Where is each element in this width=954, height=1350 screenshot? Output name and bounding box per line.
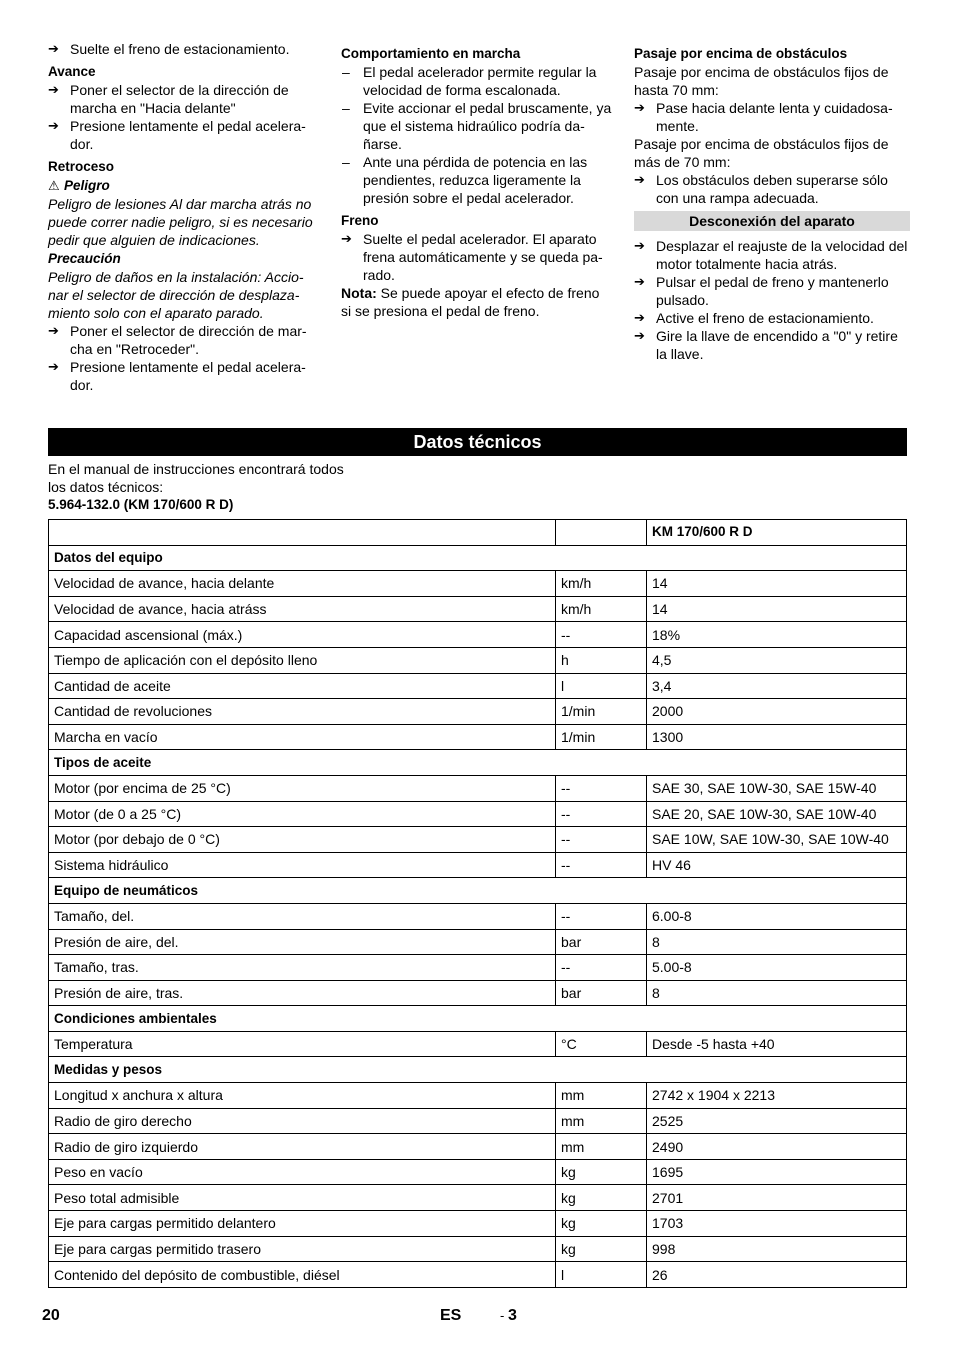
step-item [48,40,320,58]
step-item [48,358,320,394]
section-heading: Avance [48,64,96,79]
step-text: Gire la llave de encendido a "0" y retire la llave. [656,328,898,362]
step-item [634,171,910,207]
label-cell: Radio de giro izquierdo [49,1134,556,1160]
table-row [49,1236,907,1262]
table-row [49,1262,907,1288]
step-item [341,230,613,284]
table-row [49,1083,907,1109]
step-item [634,237,910,273]
arrow-right-icon: ➔ [634,274,645,289]
arrow-right-icon: ➔ [48,118,59,133]
label-cell: Radio de giro derecho [49,1108,556,1134]
section-heading: Freno [341,213,379,228]
table-section-row [49,1057,907,1083]
warning-label: Peligro [64,178,110,193]
value-cell: 4,5 [647,647,907,673]
step-item [48,322,320,358]
table-section-row [49,750,907,776]
table-row [49,724,907,750]
dash-item [341,153,613,207]
value-cell: 14 [647,571,907,597]
section-title-bar: Datos técnicos [48,428,907,456]
label-cell: Marcha en vacío [49,724,556,750]
label-cell: Velocidad de avance, hacia delante [49,571,556,597]
step-text: Suelte el freno de estacionamiento. [70,41,290,57]
section-heading: Comportamiento en marcha [341,46,521,61]
unit-cell: -- [556,622,647,648]
step-text: Pase hacia delante lenta y cuidadosa-mente. [656,100,893,134]
language-code: ES [440,1307,462,1324]
unit-cell: l [556,1262,647,1288]
label-cell: Velocidad de avance, hacia atráss [49,596,556,622]
note-paragraph [341,284,613,320]
table-section-row [49,1006,907,1032]
label-cell: Contenido del depósito de combustible, diésel [49,1262,556,1288]
arrow-right-icon: ➔ [634,100,645,115]
step-text: Presione lentamente el pedal acelera-dor. [70,118,306,152]
arrow-right-icon: ➔ [634,328,645,343]
dash-bullet: – [342,64,350,80]
label-cell: Temperatura [49,1031,556,1057]
table-row [49,827,907,853]
label-cell: Motor (por debajo de 0 °C) [49,827,556,853]
header-cell [49,520,556,546]
table-row [49,801,907,827]
warning-triangle-icon: ⚠ [48,178,60,193]
step-text: Los obstáculos deben superarse sólo con una rampa adecuada. [656,172,888,206]
unit-cell: -- [556,801,647,827]
value-cell: HV 46 [647,852,907,878]
table-row [49,1134,907,1160]
step-item [634,309,910,327]
intro-text: En el manual de instrucciones encontrará todos los datos técnicos: [48,461,344,495]
table-header-row [49,520,907,546]
unit-cell: l [556,673,647,699]
label-cell: Motor (de 0 a 25 °C) [49,801,556,827]
step-text: Poner el selector de dirección de mar-cha en "Retroceder". [70,323,307,357]
value-cell: 6.00-8 [647,903,907,929]
section-cell: Equipo de neumáticos [49,878,907,904]
unit-cell: mm [556,1134,647,1160]
value-cell: 1300 [647,724,907,750]
unit-cell: -- [556,775,647,801]
unit-cell: -- [556,955,647,981]
unit-cell: kg [556,1185,647,1211]
section-page [500,1307,517,1325]
unit-cell: h [556,647,647,673]
step-item [634,273,910,309]
value-cell: 998 [647,1236,907,1262]
unit-cell: kg [556,1211,647,1237]
note-label: Nota: [341,285,377,301]
value-cell: 2525 [647,1108,907,1134]
unit-cell: °C [556,1031,647,1057]
unit-cell: -- [556,903,647,929]
section-cell: Datos del equipo [49,545,907,571]
dash-item [341,63,613,99]
label-cell: Eje para cargas permitido trasero [49,1236,556,1262]
label-cell: Tiempo de aplicación con el depósito lleno [49,647,556,673]
label-cell: Eje para cargas permitido delantero [49,1211,556,1237]
value-cell: SAE 20, SAE 10W-30, SAE 10W-40 [647,801,907,827]
table-row [49,673,907,699]
caution-heading: Precaución [48,251,121,266]
dash-item [341,99,613,153]
label-cell: Sistema hidráulico [49,852,556,878]
unit-cell: mm [556,1083,647,1109]
table-section-row [49,545,907,571]
arrow-right-icon: ➔ [48,82,59,97]
step-item [634,99,910,135]
column-left [48,40,320,394]
value-cell: 2490 [647,1134,907,1160]
note-text: Se puede apoyar el efecto de freno si se presiona el pedal de freno. [341,285,600,319]
section-page-dash: - [500,1308,508,1323]
unit-cell: 1/min [556,724,647,750]
step-text: Pulsar el pedal de freno y mantenerlo pulsado. [656,274,889,308]
unit-cell: kg [556,1236,647,1262]
value-cell: 2701 [647,1185,907,1211]
caution-text: Peligro de daños en la instalación: Accio-nar el selector de dirección de desplaza-miento solo con el aparato parado. [48,269,304,321]
table-row [49,903,907,929]
arrow-right-icon: ➔ [48,41,59,56]
label-cell: Cantidad de aceite [49,673,556,699]
column-middle [341,40,613,320]
section-cell: Tipos de aceite [49,750,907,776]
value-cell: SAE 30, SAE 10W-30, SAE 15W-40 [647,775,907,801]
arrow-right-icon: ➔ [48,323,59,338]
datos-intro [48,460,348,514]
label-cell: Cantidad de revoluciones [49,699,556,725]
table-row [49,1031,907,1057]
table-row [49,622,907,648]
unit-cell: km/h [556,571,647,597]
label-cell: Longitud x anchura x altura [49,1083,556,1109]
value-cell: 3,4 [647,673,907,699]
technical-data-table [48,519,907,1288]
arrow-right-icon: ➔ [634,172,645,187]
arrow-right-icon: ➔ [634,238,645,253]
unit-cell: mm [556,1108,647,1134]
table-row [49,1185,907,1211]
table-row [49,596,907,622]
item-text: Evite accionar el pedal bruscamente, ya que el sistema hidraúlico podría da-ñarse. [363,100,612,152]
step-text: Desplazar el reajuste de la velocidad del motor totalmente hacia atrás. [656,238,908,272]
table-row [49,699,907,725]
unit-cell: bar [556,929,647,955]
arrow-right-icon: ➔ [48,359,59,374]
column-right [634,40,910,363]
value-cell: Desde -5 hasta +40 [647,1031,907,1057]
step-text: Poner el selector de la dirección de marcha en "Hacia delante" [70,82,289,116]
step-text: Presione lentamente el pedal acelera-dor. [70,359,306,393]
value-cell: 1703 [647,1211,907,1237]
model-reference: 5.964-132.0 (KM 170/600 R D) [48,497,234,512]
item-text: Ante una pérdida de potencia en las pendientes, reduzca ligeramente la presión sobre el pedal acelerador. [363,154,588,206]
table-section-row [49,878,907,904]
table-row [49,647,907,673]
arrow-right-icon: ➔ [341,231,352,246]
value-cell: 8 [647,980,907,1006]
table-row [49,955,907,981]
table-row [49,980,907,1006]
label-cell: Tamaño, del. [49,903,556,929]
table-row [49,1108,907,1134]
label-cell: Tamaño, tras. [49,955,556,981]
label-cell: Capacidad ascensional (máx.) [49,622,556,648]
paragraph: Pasaje por encima de obstáculos fijos de hasta 70 mm: [634,64,889,98]
label-cell: Presión de aire, tras. [49,980,556,1006]
header-cell-model: KM 170/600 R D [647,520,907,546]
value-cell: 8 [647,929,907,955]
value-cell: 2000 [647,699,907,725]
value-cell: 5.00-8 [647,955,907,981]
step-item [634,327,910,363]
section-page-number: 3 [507,1307,517,1324]
step-item [48,81,320,117]
section-cell: Condiciones ambientales [49,1006,907,1032]
value-cell: 2742 x 1904 x 2213 [647,1083,907,1109]
warning-heading [48,177,320,195]
unit-cell: 1/min [556,699,647,725]
value-cell: 1695 [647,1159,907,1185]
table-row [49,1159,907,1185]
value-cell: SAE 10W, SAE 10W-30, SAE 10W-40 [647,827,907,853]
paragraph: Pasaje por encima de obstáculos fijos de más de 70 mm: [634,136,889,170]
section-heading: Pasaje por encima de obstáculos [634,46,848,61]
table-row [49,571,907,597]
step-text: Suelte el pedal acelerador. El aparato frena automáticamente y se queda pa-rado. [363,231,603,283]
unit-cell: bar [556,980,647,1006]
unit-cell: kg [556,1159,647,1185]
label-cell: Peso en vacío [49,1159,556,1185]
arrow-right-icon: ➔ [634,310,645,325]
unit-cell: -- [556,852,647,878]
section-heading: Retroceso [48,159,115,174]
dash-bullet: – [342,154,350,170]
dash-bullet: – [342,100,350,116]
label-cell: Motor (por encima de 25 °C) [49,775,556,801]
table-row [49,1211,907,1237]
unit-cell: -- [556,827,647,853]
label-cell: Presión de aire, del. [49,929,556,955]
table-row [49,929,907,955]
step-text: Active el freno de estacionamiento. [656,310,874,326]
section-cell: Medidas y pesos [49,1057,907,1083]
shaded-section-heading: Desconexión del aparato [634,211,910,231]
unit-cell: km/h [556,596,647,622]
header-cell [556,520,647,546]
table-row [49,852,907,878]
value-cell: 14 [647,596,907,622]
value-cell: 26 [647,1262,907,1288]
page-number: 20 [42,1307,60,1324]
table-row [49,775,907,801]
value-cell: 18% [647,622,907,648]
label-cell: Peso total admisible [49,1185,556,1211]
step-item [48,117,320,153]
warning-text: Peligro de lesiones Al dar marcha atrás no puede correr nadie peligro, si es necesario pedir que alguien de indicaciones. [48,196,313,248]
item-text: El pedal acelerador permite regular la velocidad de forma escalonada. [363,64,597,98]
